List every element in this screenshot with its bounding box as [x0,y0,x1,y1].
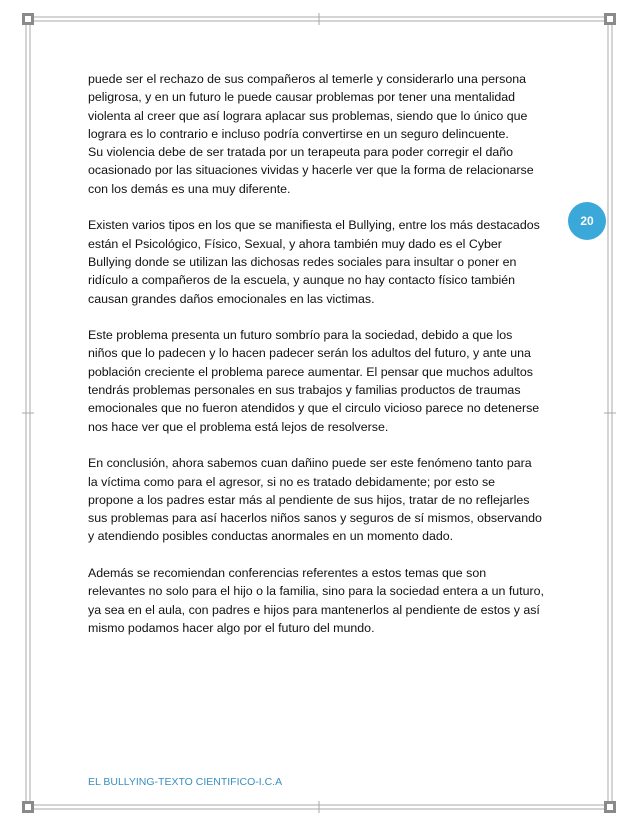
text-line: causan grandes daños emocionales en las victimas. [88,291,375,306]
paragraph-2 [88,216,558,307]
text-line: ocasionado por las situaciones vividas y hacerle ver que la forma de relacionarse [88,163,534,178]
text-line: sus problemas para así hacerlos niños sanos y seguros de sí mismos, observando [88,511,542,526]
paragraph-1 [88,70,558,198]
text-line: con los demás es una muy diferente. [88,181,291,196]
text-line: tendrás problemas personales en sus trabajos y familias productos de traumas [88,383,521,398]
page-number-badge [568,202,606,240]
paragraph-3 [88,326,558,436]
text-line: violenta al creer que así lograra aplacar sus problemas, siendo que lo único que [88,108,528,123]
paragraph-5 [88,564,558,637]
text-line: propone a los padres estar más al pendiente de sus hijos, tratar de no reflejarles [88,492,530,507]
page-number: 20 [580,214,594,228]
text-line: población creciente el problema parece aumentar. El pensar que muchos adultos [88,364,533,379]
text-line: ya sea en el aula, con padres e hijos para mantenerlos al pendiente de estos y así [88,602,540,617]
paragraph-4 [88,454,558,545]
text-line: ridículo a compañeros de la escuela, y aunque no hay contacto físico también [88,273,516,288]
text-line: y atendiendo posibles conductas anormales en un momento dado. [88,529,454,544]
document-body [88,70,558,656]
text-line: están el Psicológico, Físico, Sexual, y ahora también muy dado es el Cyber [88,236,502,251]
text-line: Su violencia debe de ser tratada por un terapeuta para poder corregir el daño [88,145,514,160]
text-line: emocionales que no fueron atendidos y que el circulo vicioso parece no detenerse [88,401,540,416]
text-line: nos hace ver que el problema está lejos de resolverse. [88,419,389,434]
text-line: Existen varios tipos en los que se manifiesta el Bullying, entre los más destacados [88,218,540,233]
text-line: Bullying donde se utilizan las dichosas redes sociales para insultar o poner en [88,254,517,269]
text-line: mismo podamos hacer algo por el futuro del mundo. [88,620,375,635]
text-line: Este problema presenta un futuro sombrío para la sociedad, debido a que los [88,328,513,343]
text-line: Además se recomiendan conferencias referentes a estos temas que son [88,566,487,581]
text-line: peligrosa, y en un futuro le puede causar problemas por tener una mentalidad [88,90,516,105]
text-line: En conclusión, ahora sabemos cuan dañino puede ser este fenómeno tanto para [88,456,532,471]
text-line: lograra es lo contrario e incluso podría convertirse en un seguro delincuente. [88,126,509,141]
text-line: la víctima como para el agresor, si no es tratado debidamente; por esto se [88,474,496,489]
text-line: niños que lo padecen y lo hacen padecer serán los adultos del futuro, y ante una [88,346,531,361]
footer-title: EL BULLYING-TEXTO CIENTIFICO-I.C.A [88,776,283,788]
text-line: puede ser el rechazo de sus compañeros al temerle y considerarlo una persona [88,72,527,86]
text-line: relevantes no solo para el hijo o la familia, sino para la sociedad entera a un futuro, [88,584,544,599]
